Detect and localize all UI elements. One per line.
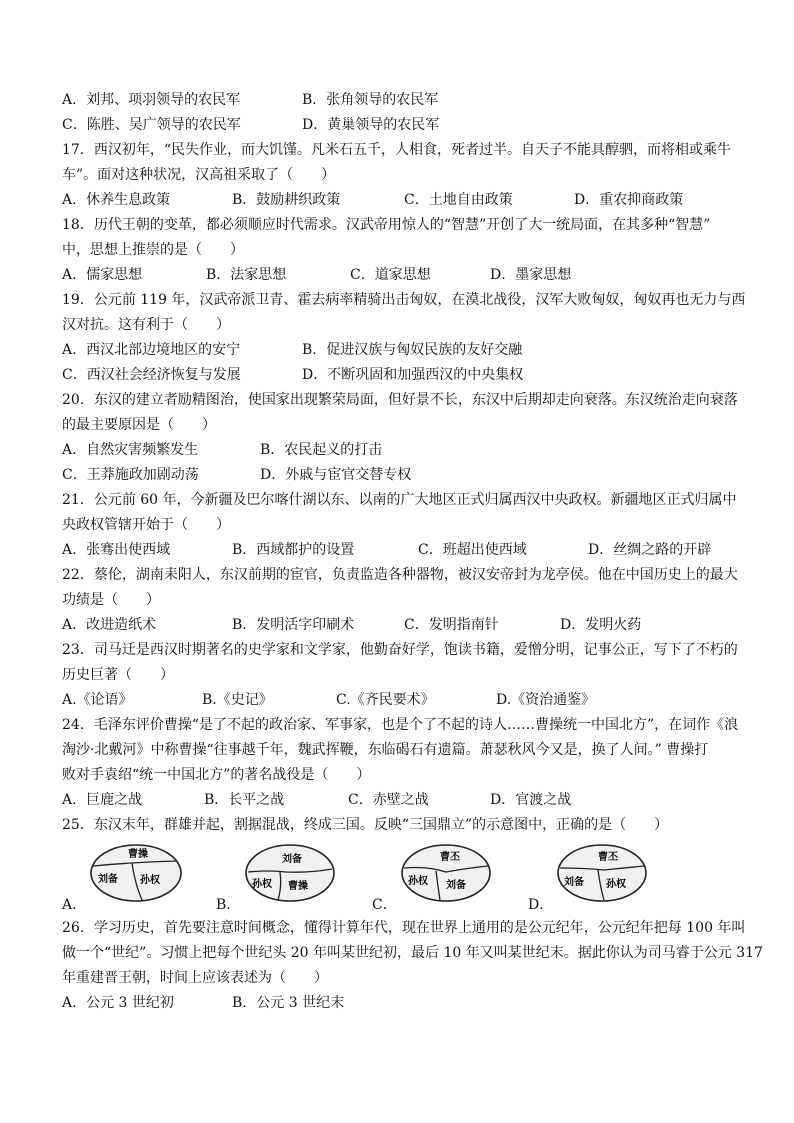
q21-option-d[interactable]: D．丝绸之路的开辟 xyxy=(588,542,712,558)
q23-stem-line1: 23．司马迁是西汉时期著名的史学家和文学家，他勤奋好学，饱读书籍，爱憎分明，记事公正，写下了不朽的 xyxy=(62,642,738,658)
q17-option-d[interactable]: D．重农抑商政策 xyxy=(574,192,684,208)
q23-option-a[interactable]: A.《论语》 xyxy=(62,692,133,708)
q16-option-d[interactable]: D．黄巢领导的农民军 xyxy=(302,117,440,133)
q21-option-a[interactable]: A．张骞出使西域 xyxy=(62,542,171,558)
q25-option-d-label-2: 刘备 xyxy=(564,877,584,888)
q25-option-c-pie-diagram xyxy=(398,842,494,904)
q22-option-c[interactable]: C．发明指南针 xyxy=(404,617,499,633)
q16-option-b[interactable]: B．张角领导的农民军 xyxy=(302,92,439,108)
q18-option-d[interactable]: D．墨家思想 xyxy=(490,267,572,283)
q23-option-c[interactable]: C.《齐民要术》 xyxy=(336,692,435,708)
q22-option-b[interactable]: B．发明活字印刷术 xyxy=(232,617,355,633)
q16-option-c[interactable]: C．陈胜、吴广领导的农民军 xyxy=(62,117,241,133)
q25-option-a-label-3: 孙权 xyxy=(140,875,160,886)
q20-stem-line1: 20．东汉的建立者励精图治，使国家出现繁荣局面，但好景不长，东汉中后期却走向衰落。东汉统治走向衰落 xyxy=(62,392,738,408)
q16-option-a[interactable]: A．刘邦、项羽领导的农民军 xyxy=(62,92,241,108)
q25-option-b-letter: B． xyxy=(216,897,241,913)
q26-stem-line2: 做一个“世纪”。习惯上把每个世纪头 20 年叫某世纪初，最后 10 年又叫某世纪末。据此你认为司马睿于公元 317 xyxy=(62,945,763,961)
q25-option-a[interactable] xyxy=(62,838,222,916)
q24-stem-line3: 败对手袁绍“统一中国北方”的著名战役是（ ） xyxy=(62,767,371,783)
q24-stem-line2: 淘沙·北戴河》中称曹操“往事越千年，魏武挥鞭，东临碣石有遗篇。萧瑟秋风今又是，换了人间。” 曹操打 xyxy=(62,742,709,758)
q22-stem-line1: 22．蔡伦，湖南耒阳人，东汉前期的宦官，负责监造各种器物，被汉安帝封为龙亭侯。他在中国历史上的最大 xyxy=(62,567,738,583)
q25-option-c-letter: C． xyxy=(372,897,397,913)
q20-option-b[interactable]: B．农民起义的打击 xyxy=(260,442,383,458)
q25-option-d-letter: D． xyxy=(528,897,554,913)
q25-option-b[interactable] xyxy=(216,838,376,916)
q17-option-c[interactable]: C．土地自由政策 xyxy=(404,192,513,208)
q23-stem-line2: 历史巨著（ ） xyxy=(62,667,174,683)
q20-options-row1 xyxy=(62,438,742,463)
q18-stem-line1: 18．历代王朝的变革，都必须顺应时代需求。汉武帝用惊人的“智慧”开创了大一统局面，在其多种“智慧” xyxy=(62,217,711,233)
q18-option-a[interactable]: A．儒家思想 xyxy=(62,267,143,283)
q16-options-row1 xyxy=(62,88,742,113)
q25-option-c[interactable] xyxy=(372,838,532,916)
q23-option-d[interactable]: D.《资治通鉴》 xyxy=(496,692,596,708)
q25-option-a-letter: A． xyxy=(62,897,87,913)
q24-option-c[interactable]: C．赤壁之战 xyxy=(348,792,429,808)
q25-option-a-label-1: 曹操 xyxy=(128,849,148,860)
q25-option-b-label-2: 孙权 xyxy=(252,879,272,890)
exam-page xyxy=(62,88,763,1016)
q17-stem-line2: 车”。面对这种状况，汉高祖采取了（ ） xyxy=(62,167,336,183)
q19-stem-line1: 19．公元前 119 年，汉武帝派卫青、霍去病率精骑出击匈奴，在漠北战役，汉军大败匈奴，匈奴再也无力与西 xyxy=(62,292,746,308)
q23-options xyxy=(62,688,742,713)
q18-option-b[interactable]: B．法家思想 xyxy=(206,267,287,283)
q21-option-c[interactable]: C．班超出使西域 xyxy=(418,542,527,558)
q25-option-b-label-3: 曹操 xyxy=(288,881,308,892)
q26-stem-line1: 26．学习历史，首先要注意时间概念，懂得计算年代，现在世界上通用的是公元纪年，公元纪年把每 100 年叫 xyxy=(62,920,746,936)
q25-option-c-label-2: 孙权 xyxy=(408,876,428,887)
q21-options xyxy=(62,538,742,563)
q25-option-c-label-3: 刘备 xyxy=(446,880,466,891)
q25-option-b-label-1: 刘备 xyxy=(282,854,302,865)
q25-option-a-pie-diagram xyxy=(88,842,184,904)
q25-stem-line1: 25．东汉末年，群雄并起，割据混战，终成三国。反映“三国鼎立”的示意图中，正确的是（ ） xyxy=(62,817,669,833)
q19-stem-line2: 汉对抗。这有利于（ ） xyxy=(62,317,230,333)
q22-option-a[interactable]: A．改进造纸术 xyxy=(62,617,157,633)
q19-options-row1 xyxy=(62,338,742,363)
q24-options xyxy=(62,788,742,813)
q25-option-d[interactable] xyxy=(528,838,688,916)
q16-options-row2 xyxy=(62,113,742,138)
q25-option-d-pie-diagram xyxy=(554,842,650,904)
q25-diagram-options xyxy=(62,838,742,916)
q18-stem-line2: 中，思想上推崇的是（ ） xyxy=(62,242,244,258)
q24-stem-line1: 24．毛泽东评价曹操“是了不起的政治家、军事家，也是个了不起的诗人……曹操统一中国北方”，在词作《浪 xyxy=(62,717,739,733)
q19-option-c[interactable]: C．西汉社会经济恢复与发展 xyxy=(62,367,241,383)
q24-option-b[interactable]: B．长平之战 xyxy=(204,792,285,808)
q25-option-d-label-3: 孙权 xyxy=(606,879,626,890)
q26-option-b[interactable]: B．公元 3 世纪末 xyxy=(232,995,345,1011)
q26-stem-line3: 年重建晋王朝，时间上应该表述为（ ） xyxy=(62,970,328,986)
q20-options-row2 xyxy=(62,463,742,488)
q20-option-c[interactable]: C．王莽施政加剧动荡 xyxy=(62,467,199,483)
q21-stem-line2: 央政权管辖开始于（ ） xyxy=(62,517,230,533)
q24-option-a[interactable]: A．巨鹿之战 xyxy=(62,792,143,808)
q23-option-b[interactable]: B.《史记》 xyxy=(202,692,273,708)
q22-options xyxy=(62,613,742,638)
q22-option-d[interactable]: D．发明火药 xyxy=(560,617,642,633)
q24-option-d[interactable]: D．官渡之战 xyxy=(490,792,572,808)
q25-option-d-label-1: 曹丕 xyxy=(598,852,618,863)
q17-options xyxy=(62,188,742,213)
q20-stem-line2: 的最主要原因是（ ） xyxy=(62,417,216,433)
q26-option-a[interactable]: A．公元 3 世纪初 xyxy=(62,995,174,1011)
q17-stem-line1: 17．西汉初年，“民失作业，而大饥馑。凡米石五千，人相食，死者过半。自天子不能具醇驷，而将相或乘牛 xyxy=(62,142,731,158)
q17-option-a[interactable]: A．休养生息政策 xyxy=(62,192,171,208)
q21-option-b[interactable]: B．西域都护的设置 xyxy=(232,542,355,558)
q25-option-b-pie-diagram xyxy=(242,842,338,904)
q18-options xyxy=(62,263,742,288)
q19-option-d[interactable]: D．不断巩固和加强西汉的中央集权 xyxy=(302,367,524,383)
q22-stem-line2: 功绩是（ ） xyxy=(62,592,160,608)
q19-option-a[interactable]: A．西汉北部边境地区的安宁 xyxy=(62,342,241,358)
q20-option-a[interactable]: A．自然灾害频繁发生 xyxy=(62,442,199,458)
q25-option-c-label-1: 曹丕 xyxy=(440,852,460,863)
q19-option-b[interactable]: B．促进汉族与匈奴民族的友好交融 xyxy=(302,342,523,358)
q17-option-b[interactable]: B．鼓励耕织政策 xyxy=(232,192,341,208)
q26-options xyxy=(62,991,742,1016)
q18-option-c[interactable]: C．道家思想 xyxy=(350,267,431,283)
q25-option-a-label-2: 刘备 xyxy=(98,874,118,885)
q21-stem-line1: 21．公元前 60 年，今新疆及巴尔喀什湖以东、以南的广大地区正式归属西汉中央政权。新疆地区正式归属中 xyxy=(62,492,737,508)
q20-option-d[interactable]: D．外戚与宦官交替专权 xyxy=(260,467,412,483)
q19-options-row2 xyxy=(62,363,742,388)
